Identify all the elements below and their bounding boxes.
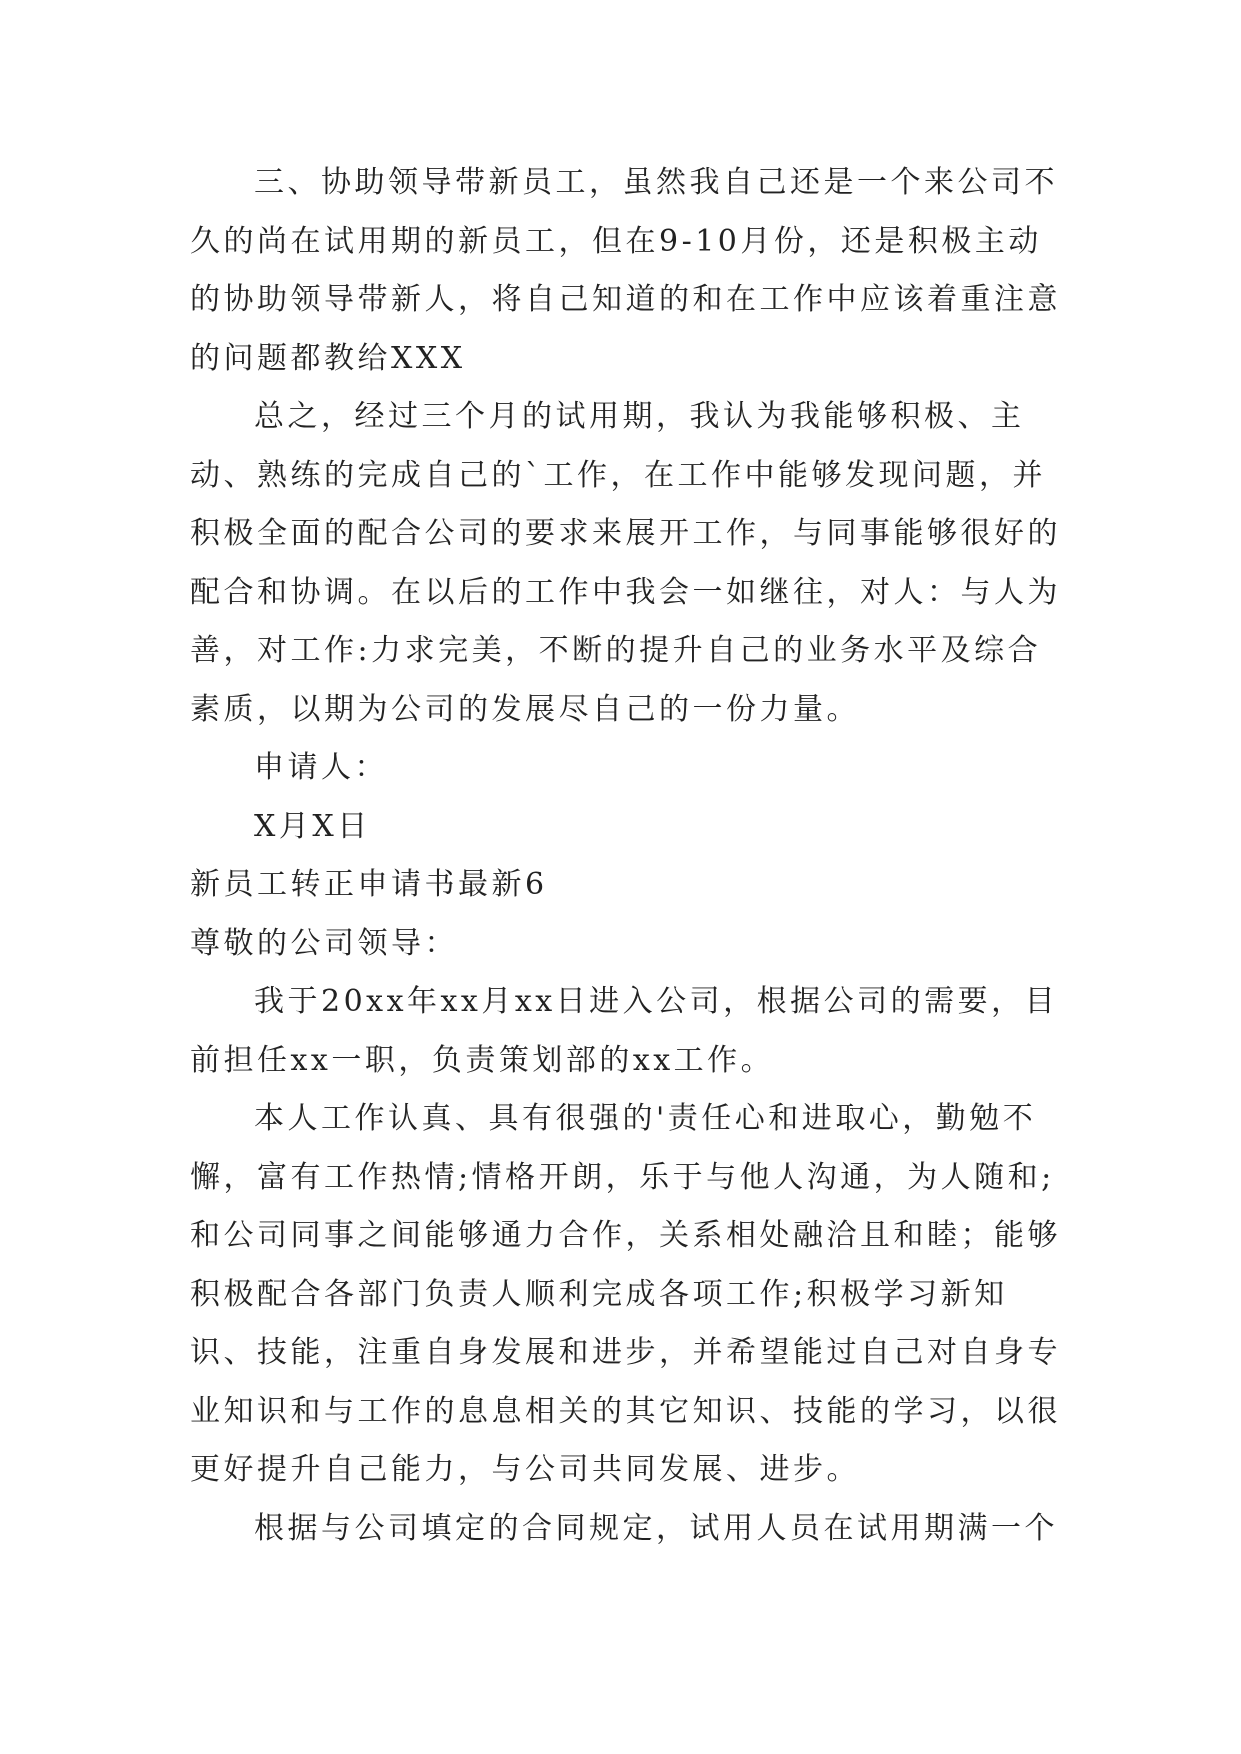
date-line: X月X日 <box>254 808 371 844</box>
paragraph-self-assessment: 本人工作认真、具有很强的'责任心和进取心，勤勉不懈，富有工作热情;情格开朗，乐于与他人沟通，为人随和;和公司同事之间能够通力合作，关系相处融洽且和睦；能够积极配合各部门负责人顺利完成各项工作;积极学习新知识、技能，注重自身发展和进步，并希望能过自己对自身专业知识和与工作的息息相关的其它知识、技能的学习，以很更好提升自己能力，与公司共同发展、进步。 <box>190 1101 1061 1487</box>
paragraph-assist-leader: 三、协助领导带新员工，虽然我自己还是一个来公司不久的尚在试用期的新员工，但在9-10月份，还是积极主动的协助领导带新人，将自己知道的和在工作中应该着重注意的问题都教给XXX <box>190 165 1061 376</box>
salutation: 尊敬的公司领导： <box>190 925 458 961</box>
section-heading: 新员工转正申请书最新6 <box>190 867 548 902</box>
applicant-label: 申请人： <box>254 750 388 785</box>
paragraph-contract: 根据与公司填定的合同规定，试用人员在试用期满一个 <box>254 1510 1058 1546</box>
paragraph-join-date: 我于20xx年xx月xx日进入公司，根据公司的需要，目前担任xx一职，负责策划部的xx工作。 <box>190 984 1059 1078</box>
document-body <box>190 154 1062 1558</box>
paragraph-summary: 总之，经过三个月的试用期，我认为我能够积极、主动、熟练的完成自己的`工作，在工作中能够发现问题，并积极全面的配合公司的要求来展开工作，与同事能够很好的配合和协调。在以后的工作中我会一如继往，对人：与人为善，对工作:力求完美，不断的提升自己的业务水平及综合素质，以期为公司的发展尽自己的一份力量。 <box>190 399 1061 727</box>
